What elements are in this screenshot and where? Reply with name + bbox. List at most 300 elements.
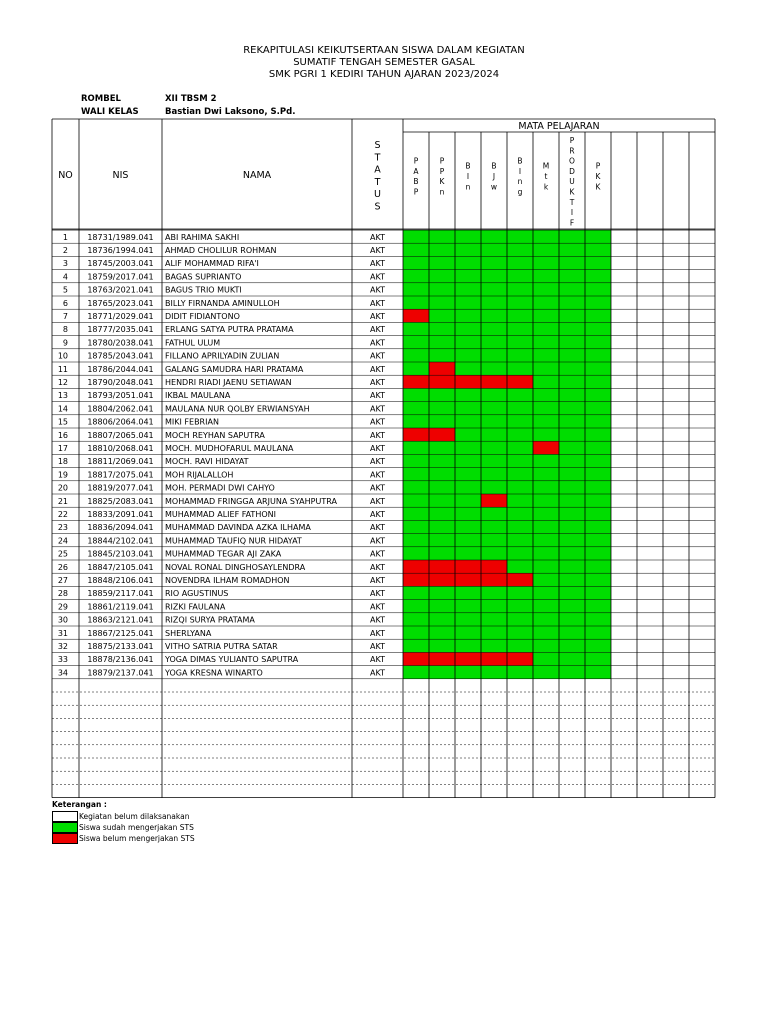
mark-cell [403, 415, 429, 428]
subject-header-letter: w [490, 182, 498, 192]
row-nis: 18848/2106.041 [87, 576, 154, 585]
row-nis: 18806/2064.041 [87, 417, 154, 427]
row-nis: 18836/2094.041 [87, 523, 154, 533]
mark-cell [559, 494, 585, 507]
mark-cell [455, 547, 481, 560]
subject-header-letter: I [466, 172, 470, 181]
mark-cell [455, 309, 481, 322]
mark-cell [507, 534, 533, 547]
row-no: 32 [57, 642, 68, 651]
row-no: 23 [57, 523, 68, 533]
mark-cell [585, 586, 611, 599]
row-status: AKT [370, 338, 385, 348]
row-nis: 18875/2133.041 [87, 642, 154, 651]
mark-cell [429, 402, 455, 415]
row-nama: MIKI FEBRIAN [165, 417, 219, 427]
mark-cell [455, 270, 481, 283]
subject-header-letter: P [413, 187, 419, 197]
row-nis: 18786/2044.041 [87, 364, 154, 374]
mark-cell [429, 283, 455, 296]
mark-cell [481, 547, 507, 560]
mark-cell [559, 336, 585, 349]
mark-cell [507, 336, 533, 349]
mark-cell [429, 362, 455, 375]
row-no: 34 [57, 668, 68, 678]
mark-cell [481, 586, 507, 599]
mark-cell [403, 613, 429, 626]
mark-cell [455, 256, 481, 269]
row-nis: 18780/2038.041 [87, 338, 154, 348]
mark-cell [533, 534, 559, 547]
row-status: AKT [370, 549, 385, 559]
subject-header-letter: J [492, 172, 496, 181]
row-nis: 18844/2102.041 [87, 536, 154, 546]
mark-cell [559, 573, 585, 586]
row-no: 8 [62, 325, 68, 335]
mark-cell [585, 626, 611, 639]
mark-cell [455, 230, 481, 243]
row-no: 20 [57, 483, 68, 493]
mark-cell [559, 402, 585, 415]
subject-header-letter: P [413, 156, 419, 166]
mark-cell [429, 534, 455, 547]
row-no: 11 [57, 364, 68, 374]
row-status: AKT [370, 298, 385, 308]
row-status: AKT [370, 312, 385, 321]
mark-cell [403, 441, 429, 454]
mark-cell [455, 613, 481, 626]
mark-cell [403, 454, 429, 467]
mark-cell [455, 336, 481, 349]
mark-cell [481, 349, 507, 362]
mark-cell [533, 349, 559, 362]
mark-cell [455, 243, 481, 256]
mark-cell [481, 613, 507, 626]
row-no: 27 [57, 576, 68, 585]
mark-cell [559, 626, 585, 639]
mark-cell [455, 296, 481, 309]
mark-cell [507, 270, 533, 283]
mark-cell [585, 243, 611, 256]
row-no: 22 [57, 510, 68, 519]
row-no: 12 [57, 378, 68, 387]
subject-header-letter: P [595, 161, 601, 171]
mark-cell [455, 481, 481, 494]
mark-cell [481, 639, 507, 652]
mark-cell [429, 270, 455, 283]
row-status: AKT [370, 430, 385, 440]
mark-cell [559, 349, 585, 362]
mark-cell [429, 349, 455, 362]
row-nis: 18759/2017.041 [87, 272, 154, 282]
row-no: 30 [57, 615, 68, 625]
mark-cell [585, 415, 611, 428]
mark-cell [585, 666, 611, 679]
subject-header-letter: g [517, 187, 523, 197]
mark-cell [559, 388, 585, 401]
mark-cell [585, 560, 611, 573]
row-status: AKT [370, 457, 385, 467]
mark-cell [455, 388, 481, 401]
mark-cell [429, 428, 455, 441]
mark-cell [559, 652, 585, 665]
mark-cell [507, 494, 533, 507]
mark-cell [403, 296, 429, 309]
mark-cell [585, 283, 611, 296]
row-nis: 18859/2117.041 [87, 589, 154, 599]
mark-cell [403, 639, 429, 652]
mark-cell [559, 415, 585, 428]
title-line-1: REKAPITULASI KEIKUTSERTAAN SISWA DALAM KEGIATAN [243, 45, 525, 56]
mark-cell [481, 454, 507, 467]
subject-header-letter: K [595, 172, 601, 181]
mark-cell [403, 230, 429, 243]
mark-cell [429, 652, 455, 665]
mark-cell [585, 481, 611, 494]
subject-header-letter: R [569, 146, 575, 156]
mark-cell [481, 283, 507, 296]
subject-header-letter: B [413, 177, 419, 187]
mark-cell [507, 256, 533, 269]
mark-cell [429, 441, 455, 454]
row-status: AKT [370, 615, 385, 625]
row-nama: MOCH. MUDHOFARUL MAULANA [165, 444, 294, 453]
header-no: NO [58, 170, 73, 181]
mark-cell [585, 428, 611, 441]
mark-cell [429, 573, 455, 586]
row-status: AKT [370, 404, 385, 414]
mark-cell [429, 415, 455, 428]
mark-cell [559, 270, 585, 283]
mark-cell [533, 494, 559, 507]
mark-cell [559, 481, 585, 494]
mark-cell [533, 270, 559, 283]
subject-header-letter: k [543, 182, 549, 192]
mark-cell [403, 322, 429, 335]
mark-cell [585, 441, 611, 454]
header-status-letter: U [374, 189, 381, 201]
mark-cell [585, 322, 611, 335]
mark-cell [559, 428, 585, 441]
mark-cell [455, 375, 481, 388]
mark-cell [585, 402, 611, 415]
row-nis: 18765/2023.041 [87, 298, 154, 308]
mark-cell [533, 600, 559, 613]
mark-cell [481, 666, 507, 679]
row-status: AKT [370, 576, 385, 585]
mark-cell [507, 507, 533, 520]
mark-cell [585, 375, 611, 388]
mark-cell [507, 375, 533, 388]
subject-header-letter: K [439, 177, 445, 187]
row-nama: ALIF MOHAMMAD RIFA'I [165, 259, 259, 269]
row-nis: 18819/2077.041 [87, 483, 154, 493]
mark-cell [481, 520, 507, 533]
mark-cell [455, 468, 481, 481]
row-nama: MUHAMMAD TAUFIQ NUR HIDAYAT [165, 536, 302, 546]
mark-cell [559, 243, 585, 256]
row-nama: SHERLYANA [165, 628, 212, 638]
row-nis: 18845/2103.041 [87, 549, 154, 559]
mark-cell [403, 626, 429, 639]
mark-cell [403, 243, 429, 256]
row-nis: 18817/2075.041 [87, 470, 154, 480]
mark-cell [533, 560, 559, 573]
mark-cell [481, 322, 507, 335]
row-status: AKT [370, 351, 385, 361]
row-no: 31 [57, 628, 68, 638]
mark-cell [403, 375, 429, 388]
mark-cell [481, 362, 507, 375]
row-nama: RIO AGUSTINUS [165, 589, 229, 599]
row-nama: IKBAL MAULANA [165, 391, 231, 401]
mark-cell [533, 573, 559, 586]
legend-swatch-white [52, 811, 78, 822]
row-status: AKT [370, 602, 385, 612]
subject-header-letter: P [569, 136, 575, 145]
mark-cell [533, 626, 559, 639]
row-status: AKT [370, 378, 385, 387]
subject-header-letter: A [413, 166, 419, 176]
mark-cell [533, 468, 559, 481]
header-mata-pelajaran: MATA PELAJARAN [518, 121, 600, 132]
mark-cell [559, 322, 585, 335]
legend-label-pending: Kegiatan belum dilaksanakan [79, 812, 190, 821]
row-no: 3 [62, 259, 68, 269]
mark-cell [455, 283, 481, 296]
mark-cell [585, 547, 611, 560]
row-status: AKT [370, 496, 385, 506]
header-nama: NAMA [242, 170, 272, 181]
row-nis: 18863/2121.041 [87, 615, 154, 625]
row-nama: MAULANA NUR QOLBY ERWIANSYAH [165, 404, 310, 414]
mark-cell [507, 362, 533, 375]
mark-cell [559, 362, 585, 375]
row-no: 9 [62, 338, 68, 348]
mark-cell [585, 362, 611, 375]
title-line-3: SMK PGRI 1 KEDIRI TAHUN AJARAN 2023/2024 [268, 69, 500, 80]
row-nis: 18833/2091.041 [87, 510, 154, 519]
mark-cell [533, 309, 559, 322]
rombel-value: XII TBSM 2 [165, 94, 217, 104]
legend-label-not-done: Siswa belum mengerjakan STS [79, 834, 195, 843]
header-status-letter: S [374, 140, 381, 151]
mark-cell [403, 586, 429, 599]
mark-cell [455, 573, 481, 586]
row-no: 17 [57, 444, 68, 453]
subject-header-letter: F [569, 218, 575, 228]
row-status: AKT [370, 483, 385, 493]
mark-cell [533, 415, 559, 428]
mark-cell [507, 639, 533, 652]
mark-cell [507, 652, 533, 665]
mark-cell [533, 230, 559, 243]
mark-cell [403, 468, 429, 481]
mark-cell [507, 402, 533, 415]
mark-cell [507, 322, 533, 335]
row-status: AKT [370, 655, 385, 665]
mark-cell [585, 256, 611, 269]
row-no: 29 [57, 602, 68, 612]
mark-cell [559, 309, 585, 322]
mark-cell [559, 454, 585, 467]
row-status: AKT [370, 325, 385, 335]
row-status: AKT [370, 232, 385, 242]
row-nama: FILLANO APRILYADIN ZULIAN [165, 351, 280, 361]
mark-cell [403, 600, 429, 613]
mark-cell [429, 468, 455, 481]
mark-cell [481, 600, 507, 613]
row-nis: 18847/2105.041 [87, 562, 154, 572]
row-nama: YOGA KRESNA WINARTO [165, 668, 263, 678]
row-no: 25 [57, 549, 68, 559]
row-status: AKT [370, 272, 385, 282]
mark-cell [533, 243, 559, 256]
mark-cell [559, 507, 585, 520]
row-status: AKT [370, 364, 385, 374]
row-status: AKT [370, 668, 385, 678]
subject-header-letter: K [569, 187, 575, 197]
mark-cell [585, 613, 611, 626]
mark-cell [507, 415, 533, 428]
row-nis: 18777/2035.041 [87, 325, 154, 335]
row-status: AKT [370, 628, 385, 638]
mark-cell [455, 441, 481, 454]
mark-cell [403, 560, 429, 573]
subject-header-letter: I [570, 208, 574, 218]
mark-cell [403, 402, 429, 415]
mark-cell [455, 454, 481, 467]
mark-cell [455, 520, 481, 533]
mark-cell [533, 652, 559, 665]
row-no: 2 [62, 246, 68, 255]
subject-header-letter: B [491, 161, 497, 171]
mark-cell [403, 547, 429, 560]
row-nama: RIZQI SURYA PRATAMA [165, 615, 255, 625]
mark-cell [507, 296, 533, 309]
mark-cell [533, 639, 559, 652]
subject-header-letter: B [465, 161, 471, 171]
mark-cell [533, 666, 559, 679]
row-nis: 18811/2069.041 [87, 457, 154, 467]
mark-cell [481, 270, 507, 283]
row-nama: FATHUL ULUM [165, 338, 221, 348]
mark-cell [429, 481, 455, 494]
mark-cell [507, 626, 533, 639]
mark-cell [455, 349, 481, 362]
row-no: 1 [62, 232, 68, 242]
mark-cell [403, 428, 429, 441]
mark-cell [403, 388, 429, 401]
mark-cell [455, 322, 481, 335]
mark-cell [559, 560, 585, 573]
row-nis: 18825/2083.041 [87, 496, 154, 506]
row-no: 5 [62, 285, 68, 295]
mark-cell [455, 494, 481, 507]
mark-cell [429, 507, 455, 520]
mark-cell [455, 534, 481, 547]
row-no: 14 [57, 404, 68, 414]
mark-cell [533, 283, 559, 296]
mark-cell [481, 468, 507, 481]
mark-cell [403, 283, 429, 296]
row-nis: 18879/2137.041 [87, 668, 154, 678]
mark-cell [585, 296, 611, 309]
mark-cell [585, 534, 611, 547]
mark-cell [429, 560, 455, 573]
row-status: AKT [370, 246, 385, 255]
mark-cell [585, 388, 611, 401]
row-nama: NOVAL RONAL DINGHOSAYLENDRA [165, 562, 306, 572]
mark-cell [403, 666, 429, 679]
mark-cell [481, 507, 507, 520]
mark-cell [429, 547, 455, 560]
mark-cell [481, 534, 507, 547]
mark-cell [403, 481, 429, 494]
row-nis: 18804/2062.041 [87, 404, 154, 414]
mark-cell [507, 547, 533, 560]
mark-cell [429, 586, 455, 599]
mark-cell [585, 468, 611, 481]
row-nama: ABI RAHIMA SAKHI [165, 232, 240, 242]
mark-cell [533, 454, 559, 467]
mark-cell [533, 256, 559, 269]
mark-cell [481, 402, 507, 415]
mark-cell [585, 454, 611, 467]
row-nama: VITHO SATRIA PUTRA SATAR [165, 642, 278, 651]
mark-cell [533, 507, 559, 520]
row-status: AKT [370, 523, 385, 533]
row-status: AKT [370, 642, 385, 651]
header-status-letter: T [374, 176, 381, 188]
header-status-letter: T [374, 152, 381, 164]
row-nama: YOGA DIMAS YULIANTO SAPUTRA [165, 655, 299, 665]
row-nama: BAGUS TRIO MUKTI [165, 285, 242, 295]
row-nama: MOH RIJALALLOH [165, 470, 234, 480]
legend-swatch-green [52, 822, 78, 833]
mark-cell [533, 428, 559, 441]
mark-cell [507, 349, 533, 362]
mark-cell [455, 652, 481, 665]
row-no: 21 [57, 496, 68, 506]
subject-header-letter: n [439, 187, 445, 197]
row-nama: MUHAMMAD TEGAR AJI ZAKA [165, 549, 282, 559]
mark-cell [559, 375, 585, 388]
mark-cell [533, 613, 559, 626]
mark-cell [533, 322, 559, 335]
subject-header-letter: T [569, 197, 575, 207]
row-nis: 18810/2068.041 [87, 444, 154, 453]
mark-cell [481, 441, 507, 454]
mark-cell [481, 481, 507, 494]
title-line-2: SUMATIF TENGAH SEMESTER GASAL [293, 57, 475, 68]
row-nama: MOHAMMAD FRINGGA ARJUNA SYAHPUTRA [165, 496, 337, 506]
mark-cell [533, 520, 559, 533]
row-status: AKT [370, 536, 385, 546]
row-nis: 18771/2029.041 [87, 312, 154, 321]
mark-cell [429, 322, 455, 335]
row-nis: 18763/2021.041 [87, 285, 154, 295]
mark-cell [403, 520, 429, 533]
mark-cell [585, 520, 611, 533]
subject-header-letter: O [569, 156, 575, 166]
row-nama: GALANG SAMUDRA HARI PRATAMA [165, 364, 304, 374]
mark-cell [403, 270, 429, 283]
mark-cell [403, 534, 429, 547]
mark-cell [481, 388, 507, 401]
row-nis: 18785/2043.041 [87, 351, 154, 361]
mark-cell [533, 441, 559, 454]
